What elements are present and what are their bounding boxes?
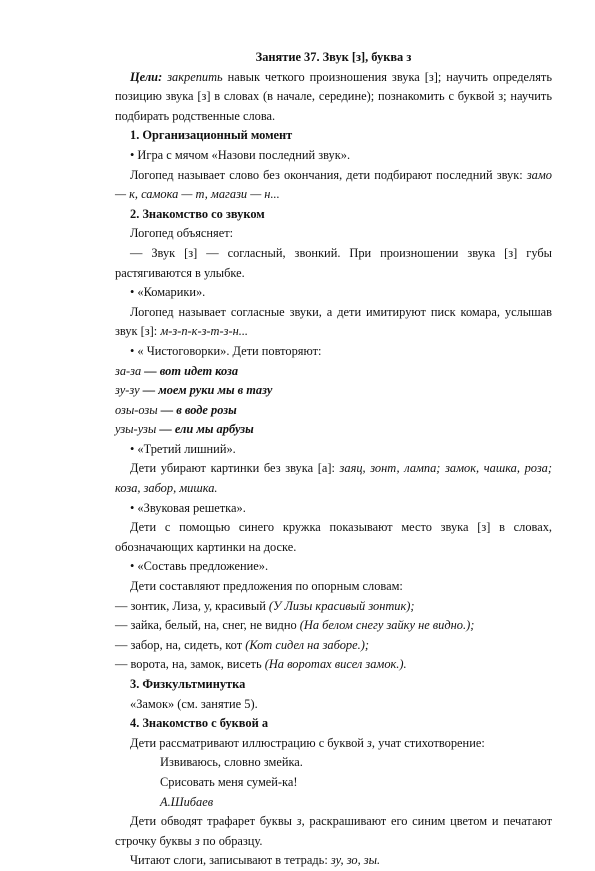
sentence-line: — забор, на, сидеть, кот (Кот сидел на заборе.); (115, 637, 369, 652)
goals-text: навык четкого произношения звука [з]; научить определять позицию звука [з] в словах (в начале, середине); познакомить с буквой з; научить подбирать родственные слова. (115, 69, 552, 123)
read-syllables: Читают слоги, записывают в тетрадь: зу, зо, зы. (130, 853, 381, 868)
reshetka-text: Дети с помощью синего кружка показывают место звука [з] в словах, обозначающих картинки на доске. (115, 520, 552, 554)
ball-game-text (115, 166, 552, 205)
explains-line: Логопед объясняет: (130, 226, 234, 241)
goals-label: Цели: (130, 69, 163, 84)
explanation: — Звук [з] — согласный, звонкий. При произношении звука [з] губы растягиваются в улыбке. (115, 245, 552, 280)
lishniy-text (115, 459, 552, 498)
rhyme-line: узы-узы — ели мы арбузы (115, 422, 254, 437)
reshetka-title: • «Звуковая решетка». (130, 500, 246, 515)
syllables: зу, зо, зы. (330, 853, 381, 868)
lishniy-title: • «Третий лишний». (130, 441, 236, 456)
sostav-text: Дети составляют предложения по опорным словам: (130, 579, 403, 594)
ball-game: • Игра с мячом «Назови последний звук». (130, 147, 351, 162)
rhyme-line: зу-зу — моем руки мы в тазу (115, 383, 273, 398)
poem-line: Извиваюсь, словно змейка. (160, 755, 303, 770)
section-3-heading: 3. Физкультминутка (130, 677, 246, 691)
ball-game-example: замо — к, самока — т, магази — н... (115, 167, 552, 202)
document-page (115, 48, 552, 871)
letter-intro: Дети рассматривают иллюстрацию с буквой з, учат стихотворение: (130, 735, 485, 750)
lishniy-desc: Дети убирают картинки без звука [а]: (130, 461, 335, 476)
section-3-text: «Замок» (см. занятие 5). (130, 696, 258, 711)
trace-text: Дети обводят трафарет буквы з, раскрашивают его синим цветом и печатают строчку буквы з по образцу. (115, 814, 552, 848)
rhyme-line: за-за — вот идет коза (115, 363, 239, 378)
chistogovorki-title: • « Чистоговорки». Дети повторяют: (130, 343, 322, 358)
goals-paragraph (115, 68, 552, 127)
komariki-title: • «Комарики». (130, 285, 206, 300)
goals-verb: закрепить (167, 69, 223, 84)
section-4-heading: 4. Знакомство с буквой а (130, 716, 269, 731)
komariki-text (115, 303, 552, 342)
section-1-heading: 1. Организационный момент (130, 128, 293, 143)
komariki-desc: Логопед называет согласные звуки, а дети имитируют писк комара, услышав звук [з]: (115, 304, 552, 339)
ball-game-desc: Логопед называет слово без окончания, дети подбирают последний звук: (130, 167, 523, 182)
sentence-line: — зайка, белый, на, снег, не видно (На белом снегу зайку не видно.); (115, 618, 475, 633)
lesson-title: Занятие 37. Звук [з], буква з (255, 50, 412, 64)
poem-author: А.Шибаев (160, 794, 214, 809)
section-2-heading: 2. Знакомство со звуком (130, 206, 265, 221)
sentence-line: — зонтик, Лиза, у, красивый (У Лизы красивый зонтик); (115, 598, 415, 613)
sostav-title: • «Составь предложение». (130, 559, 269, 574)
sentence-line: — ворота, на, замок, висеть (На воротах висел замок.). (115, 657, 407, 672)
komariki-sounds: м-з-п-к-з-т-з-н... (160, 324, 249, 339)
poem-line: Срисовать меня сумей-ка! (160, 774, 298, 789)
lishniy-words: заяц, зонт, лампа; замок, чашка, роза; коза, забор, мишка. (115, 461, 552, 496)
rhyme-line: озы-озы — в воде розы (115, 402, 237, 417)
